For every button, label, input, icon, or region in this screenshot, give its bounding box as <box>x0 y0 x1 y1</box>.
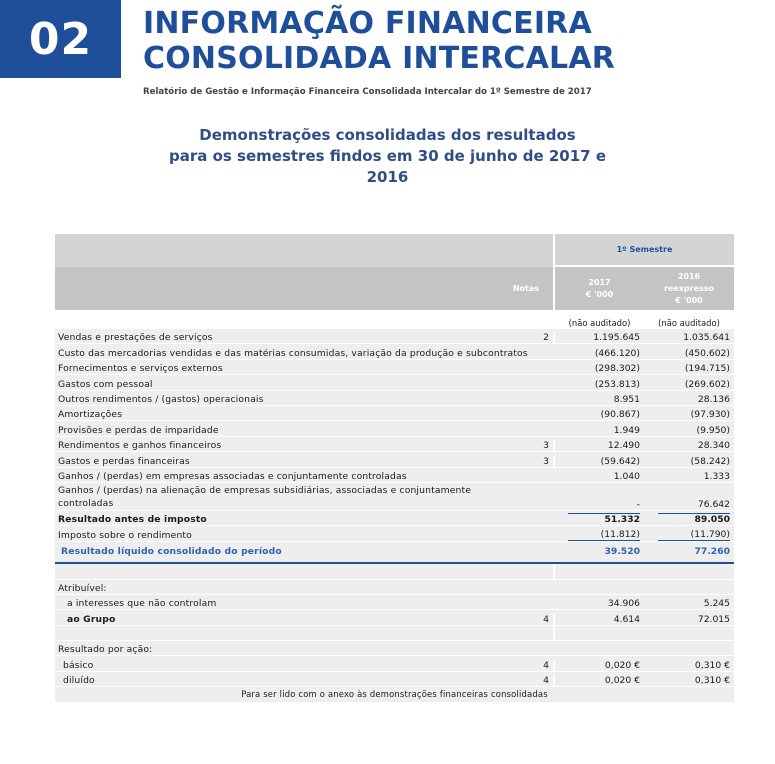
line-items <box>55 329 734 511</box>
row-value-2016: 28.136 <box>697 393 730 405</box>
table-row <box>55 329 734 344</box>
row-value-2017: 1.040 <box>613 470 640 482</box>
notes-header: Notas <box>55 267 555 310</box>
pretax-row: Resultado antes de imposto 51.332 89.050 <box>55 511 734 526</box>
row-value-2016: 1.333 <box>703 470 730 482</box>
row-value-2016: 76.642 <box>697 498 730 510</box>
income-statement-table <box>55 234 734 702</box>
row-label: Amortizações <box>58 409 123 421</box>
row-value-2017: (298.302) <box>594 363 640 375</box>
statement-title-line1: Demonstrações consolidadas dos resultados <box>199 126 576 144</box>
column-2017-header: 2017 € '000 <box>585 277 614 299</box>
row-label: Provisões e perdas de imparidade <box>58 424 219 436</box>
attributable-row: Atribuível: <box>55 580 734 595</box>
table-row <box>55 437 734 452</box>
row-label: Rendimentos e ganhos financeiros <box>58 440 222 452</box>
table-row <box>55 452 734 467</box>
table-row <box>55 391 734 406</box>
tax-row: Imposto sobre o rendimento (11.812) (11.790) <box>55 526 734 541</box>
row-value-2016: (97.930) <box>690 409 730 421</box>
chapter-number-badge: 02 <box>0 0 121 78</box>
row-label: Custo das mercadorias vendidas e das matérias consumidas, variação da produção e subcontratos <box>58 347 528 359</box>
table-row <box>55 421 734 436</box>
minority-row: a interesses que não controlam 34.906 5.245 <box>55 595 734 610</box>
header-blank <box>55 234 555 265</box>
row-note: 3 <box>500 456 555 467</box>
row-value-2016: (269.602) <box>684 378 730 390</box>
row-label: Vendas e prestações de serviços <box>58 332 213 344</box>
group-row: ao Grupo 4 4.614 72.015 <box>55 610 734 625</box>
row-value-2017: (253.813) <box>594 378 640 390</box>
section-title-line1: INFORMAÇÃO FINANCEIRA <box>143 6 592 41</box>
row-note: 3 <box>500 440 555 451</box>
semester-header: 1º Semestre <box>555 234 734 265</box>
section-title <box>143 6 615 76</box>
statement-title <box>0 125 775 188</box>
row-label: Outros rendimentos / (gastos) operacionais <box>58 393 264 405</box>
table-row <box>55 375 734 390</box>
row-value-2017: 1.949 <box>613 424 640 436</box>
row-value-2016: 28.340 <box>697 440 730 452</box>
table-row <box>55 483 734 511</box>
row-value-2017: (466.120) <box>594 347 640 359</box>
table-row <box>55 344 734 359</box>
row-value-2016: (450.602) <box>684 347 730 359</box>
eps-label-row: Resultado por ação: <box>55 641 734 656</box>
audit-2016: (não auditado) <box>658 318 720 328</box>
eps-basic-row: básico 4 0,020 € 0,310 € <box>55 656 734 671</box>
row-value-2016: (58.242) <box>690 455 730 467</box>
row-value-2017: (59.642) <box>600 455 640 467</box>
audit-status-row <box>55 310 734 329</box>
table-footnote: Para ser lido com o anexo às demonstrações financeiras consolidadas <box>55 687 734 702</box>
report-subtitle: Relatório de Gestão e Informação Financeira Consolidada Intercalar do 1º Semestre de 2017 <box>143 87 592 97</box>
row-note: 2 <box>500 332 555 343</box>
table-row <box>55 360 734 375</box>
row-value-2017: (90.867) <box>600 409 640 421</box>
row-value-2017: 8.951 <box>613 393 640 405</box>
row-value-2017: - <box>636 498 640 510</box>
statement-title-line2: para os semestres findos em 30 de junho de 2017 e <box>168 147 606 165</box>
row-value-2017: 12.490 <box>607 440 640 452</box>
table-row <box>55 468 734 483</box>
table-row <box>55 406 734 421</box>
statement-title-line3: 2016 <box>366 168 409 186</box>
table-header-semester <box>55 234 734 265</box>
row-label: Ganhos / (perdas) na alienação de empresas subsidiárias, associadas e conjuntamente controladas <box>58 484 472 509</box>
eps-diluted-row: diluído 4 0,020 € 0,310 € <box>55 672 734 687</box>
row-value-2017: 1.195.645 <box>593 332 640 344</box>
audit-2017: (não auditado) <box>568 318 631 328</box>
column-2016-header: 2016 reexpresso € '000 <box>663 271 715 305</box>
row-label: Fornecimentos e serviços externos <box>58 363 223 375</box>
row-value-2016: (194.715) <box>684 363 730 375</box>
net-result-row: Resultado líquido consolidado do período 39.520 77.260 <box>55 542 734 564</box>
row-label: Ganhos / (perdas) em empresas associadas e conjuntamente controladas <box>58 470 407 482</box>
row-value-2016: (9.950) <box>696 424 730 436</box>
row-label: Gastos e perdas financeiras <box>58 455 190 467</box>
row-value-2016: 1.035.641 <box>683 332 730 344</box>
section-title-line2: CONSOLIDADA INTERCALAR <box>143 41 616 76</box>
table-header-columns <box>55 267 734 310</box>
row-label: Gastos com pessoal <box>58 378 153 390</box>
